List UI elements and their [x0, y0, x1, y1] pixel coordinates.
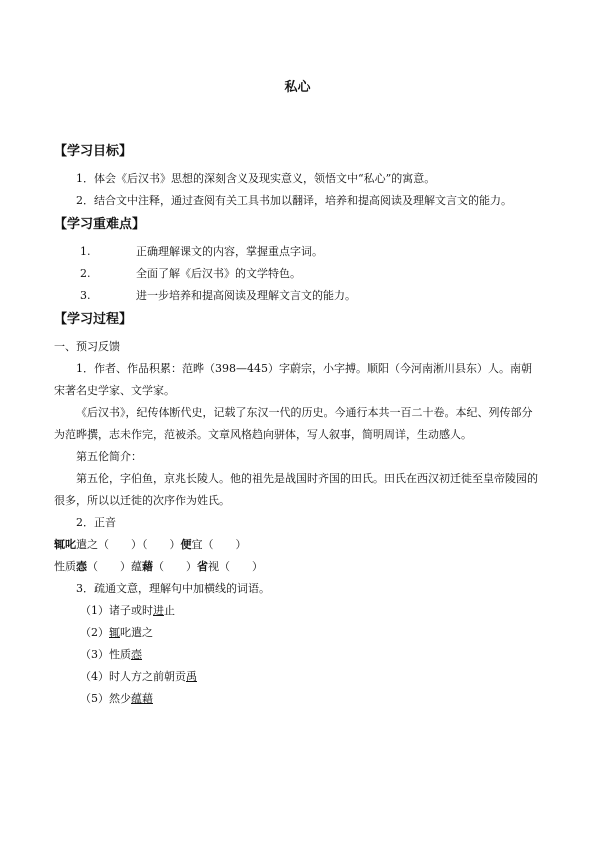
explain-pre: （2） [80, 626, 109, 639]
page-title: 私心 [284, 80, 311, 95]
goal-item: 2．结合文中注释，通过查阅有关工具书加以翻译，培养和提高阅读及理解文言文的能力。 [76, 194, 512, 207]
pron-word-rest: 视（ ） [208, 560, 263, 573]
document-body [54, 139, 542, 710]
pron-word: 悫 [76, 560, 87, 573]
explain-underlined: 进 [153, 604, 164, 617]
keypoint-number: 2. [80, 267, 91, 280]
intro-paragraph: 第五伦，字伯鱼，京兆长陵人。他的祖先是战国时齐国的田氏。田氏在西汉初迁徙至皇帝陵园的很多，所以以迁徙的次序作为姓氏。 [54, 472, 538, 507]
explain-post: 叱遣之 [120, 626, 153, 639]
author-paragraph: 1．作者、作品积累：范晔（398—445）字蔚宗，小字搏。顺阳（今河南淅川县东）人。南朝宋著名史学家、文学家。 [54, 362, 532, 397]
explain-post: 止 [164, 604, 175, 617]
explain-item [54, 688, 542, 710]
pronunciation-line [54, 556, 542, 578]
pron-word: 便 [180, 538, 192, 551]
explain-pre: （1）诸子或时 [80, 604, 153, 617]
explain-pre: （4）时人方之前朝贡 [80, 670, 186, 683]
explain-pre: （5）然少 [80, 692, 131, 705]
pron-word-pre: 性质 [54, 560, 76, 573]
keypoint-text: 正确理解课文的内容，掌握重点字词。 [136, 245, 323, 258]
keypoint-number: 3. [80, 289, 91, 302]
explain-underlined: 辄 [109, 626, 120, 639]
pron-word-pre: 蕴 [131, 560, 142, 573]
keypoint-item [54, 263, 542, 285]
pron-word: 藉 [142, 560, 153, 573]
keypoints-heading: 【学习重难点】 [54, 217, 146, 232]
keypoint-number: 1. [80, 245, 91, 258]
explain-title: 3．疏通文意，理解句中加横线的词语。 [76, 582, 270, 595]
explain-underlined: 禹 [186, 670, 197, 683]
pron-word: 辄叱 [54, 538, 76, 551]
pronunciation-line [54, 534, 542, 556]
pron-word: 省 [197, 560, 208, 573]
explain-item [54, 600, 542, 622]
intro-title: 第五伦简介： [76, 450, 142, 463]
keypoint-text: 进一步培养和提高阅读及理解文言文的能力。 [136, 289, 356, 302]
explain-underlined: 蕴藉 [131, 692, 153, 705]
explain-underlined: 悫 [131, 648, 142, 661]
section-title: 一、预习反馈 [54, 340, 120, 353]
explain-item [54, 622, 542, 644]
pron-word-rest: （ ） [153, 560, 197, 573]
keypoint-item [54, 285, 542, 307]
keypoint-text: 全面了解《后汉书》的文学特色。 [136, 267, 301, 280]
process-heading: 【学习过程】 [54, 312, 133, 327]
goals-heading: 【学习目标】 [54, 144, 133, 159]
pron-word-rest: （ ） [87, 560, 131, 573]
keypoint-item [54, 241, 542, 263]
book-paragraph: 《后汉书》，纪传体断代史，记载了东汉一代的历史。今通行本共一百二十卷。本纪、列传部分为范晔撰，志未作完，范被杀。文章风格趋向骈体，写人叙事，简明周详，生动感人。 [54, 406, 533, 441]
explain-item [54, 644, 542, 666]
pron-word-rest: 宜（ ） [191, 538, 247, 551]
goal-item: 1．体会《后汉书》思想的深刻含义及现实意义，领悟文中“私心”的寓意。 [76, 172, 436, 185]
explain-item [54, 666, 542, 688]
pronunciation-title: 2．正音 [76, 516, 116, 529]
pron-word-rest: 遣之（ ）（ ） [76, 538, 181, 551]
explain-pre: （3）性质 [80, 648, 131, 661]
